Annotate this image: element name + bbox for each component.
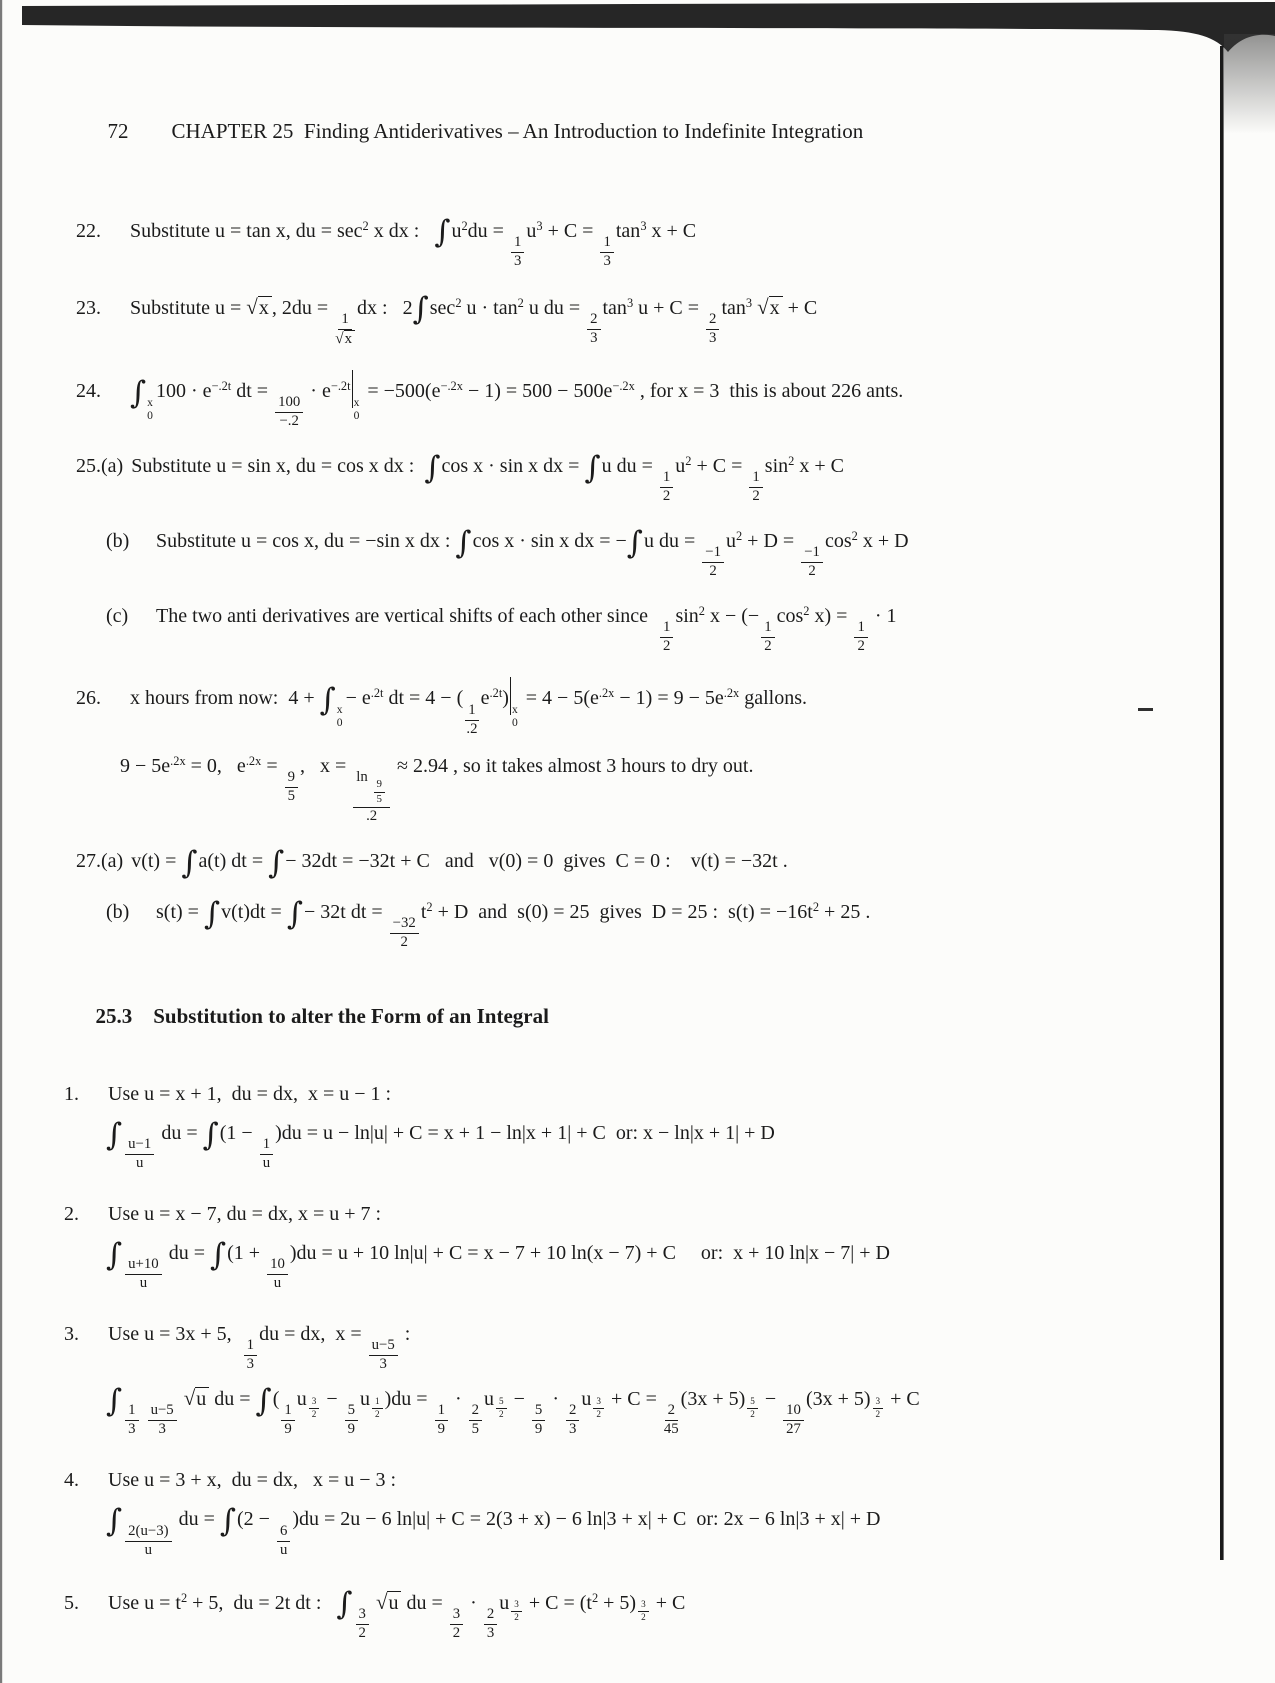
problem-label: 5. (64, 1591, 79, 1614)
section-heading (64, 977, 1146, 1056)
scan-top-band (22, 2, 1275, 52)
section-number: 25.3 (95, 1004, 133, 1029)
problem-row (76, 752, 1146, 826)
problem-math: Use u = x − 7, du = dx, x = u + 7 : (108, 1203, 382, 1226)
problem-label: 23. (76, 296, 101, 319)
problem-math: ∫ x 0 $100 \cdot e^{-.2t}$ dt = $\frac{100}{-.2}$ · $e^{-.2t}$ x 0 = $-500(e^{-.2x} - 1) = 500 - 500e^{-.2x}$ , for x = 3 this is about 226 ants. (130, 370, 1146, 430)
problem-math: Substitute u = cos x, du = −sin x dx : ∫cos x · sin x dx = −∫u du = $\frac{-1}{2}$ $u^2 + D$ = $\frac{-1}{2}$ $\cos^2 x + D$ (156, 524, 909, 580)
problem-label: 27.(a) (76, 850, 124, 873)
page-number: 72 (107, 119, 129, 144)
problem-math: Substitute u = tan x, du = $\sec^2 x$ dx : $\int u^2du$ = $\frac{1}{3}$ $u^3 + C$ = $\frac{1}{3}$ $\tan^3 x + C$ (130, 214, 697, 269)
problem-math: Substitute u = √x , 2du = $\frac{1}{√x}$ dx : $2\int\sec^2$ $u \cdot \tan^2 u$ du = $\frac{2}{3}$ $\tan^3 u + C$ = $\frac{2}{3}$ $\tan^3 √x + C$ (130, 291, 818, 347)
problem-math: Use u = 3x + 5, $\frac{1}{3}$ du = dx, x = $\frac{u-5}{3}$ : (108, 1323, 411, 1373)
problem-label: 3. (64, 1323, 79, 1346)
problem-math: $9 - 5e^{.2x} = 0$, $e^{.2x}$ = $\frac{9}{5}$ , x = ln $\frac{9}{5}$ .2 ≈ 2.94 , so it takes almost 3 hours to dry out. (120, 753, 754, 825)
problem-row (76, 844, 1146, 881)
chapter-title: CHAPTER 25 Finding Antiderivatives – An Introduction to Indefinite Integration (171, 119, 864, 144)
problem-label: 1. (64, 1082, 79, 1105)
problem-row (64, 1502, 1146, 1558)
problem-row (76, 677, 1146, 737)
problem-row (76, 524, 1146, 580)
problem-math: s(t) = ∫v(t)dt = ∫− 32t dt = $\frac{-32}{2}$ $t^2 + D$ and s(0) = 25 gives D = 25 : $s(t) = -16t^2 + 25$ . (156, 895, 871, 951)
page-content (64, 92, 1146, 1652)
problem-label: 22. (76, 219, 101, 242)
problem-label: (b) (106, 530, 130, 553)
problem-label: 25.(a) (76, 455, 124, 478)
problem-row (64, 1466, 1146, 1495)
problem-math: Use $u = t^2 + 5$, du = 2t dt : ∫ $\frac{3}{2}$ √u du = $\frac{3}{2}$ · $\frac{2}{3}$ u $^{\frac{3}{2}}$ + $C = (t^2 + 5)$ $^{\frac{3}{2}}$ + C (108, 1586, 686, 1641)
problem-row (64, 1587, 1146, 1642)
section-problem-list (64, 1080, 1146, 1642)
section-title: Substitution to alter the Form of an Integral (153, 1004, 549, 1029)
problem-row (76, 370, 1146, 430)
problem-row (76, 449, 1146, 505)
problem-math: Substitute u = sin x, du = cos x dx : ∫cos x · sin x dx = ∫u du = $\frac{1}{2}$ $u^2 + C$ = $\frac{1}{2}$ $\sin^2 x + C$ (131, 449, 844, 505)
problem-math: v(t) = ∫a(t) dt = ∫− 32dt = −32t + C and v(0) = 0 gives C = 0 : v(t) = −32t . (131, 844, 788, 881)
problem-row (64, 1320, 1146, 1373)
problem-math: x hours from now: 4 + ∫ x 0 − $e^{.2t}$ dt = 4 − ( $\frac{1}{.2}$ $e^{.2t}$) x 0 = $4 - 5(e^{.2x} - 1) = 9 - 5e^{.2x}$ gallons. (130, 677, 1146, 737)
scan-right-line (1220, 46, 1224, 1560)
problem-row (76, 214, 1146, 270)
problem-row (76, 602, 1146, 655)
problem-math: ∫ $\frac{u+10}{u}$ du = ∫(1 + $\frac{10}{u}$ )du = u + 10 ln|u| + C = x − 7 + 10 ln(x − 7) + C or: x + 10 ln|x − 7| + D (106, 1236, 890, 1292)
problem-row (64, 1116, 1146, 1172)
problem-row (64, 1383, 1146, 1438)
chapter-problem-list (76, 214, 1146, 951)
problem-label: (b) (106, 901, 130, 924)
problem-label: 26. (76, 687, 101, 710)
problem-math: Use u = x + 1, du = dx, x = u − 1 : (108, 1082, 392, 1105)
problem-row (64, 1236, 1146, 1292)
page-header (76, 92, 1146, 171)
scan-left-edge (0, 0, 2, 1683)
problem-label: (c) (106, 605, 129, 628)
scan-corner-smudge (1224, 34, 1275, 134)
problem-label: 4. (64, 1469, 79, 1492)
problem-label: 2. (64, 1203, 79, 1226)
problem-row (64, 1080, 1146, 1109)
problem-label: 24. (76, 379, 101, 402)
problem-row (64, 1200, 1146, 1229)
problem-row (76, 292, 1146, 348)
problem-math: The two anti derivatives are vertical shifts of each other since $\frac{1}{2}$ $\sin^2 x$ − (− $\frac{1}{2}$ $\cos^2 x$) = $\frac{1}{2}$ · 1 (156, 604, 897, 655)
problem-math: ∫ $\frac{2(u-3)}{u}$ du = ∫(2 − $\frac{6}{u}$ )du = 2u − 6 ln|u| + C = 2(3 + x) − 6 ln|3 + x| + C or: 2x − 6 ln|3 + x| + D (106, 1502, 881, 1558)
problem-math: Use u = 3 + x, du = dx, x = u − 3 : (108, 1469, 397, 1492)
problem-math: ∫ $\frac{u-1}{u}$ du = ∫(1 − $\frac{1}{u}$ )du = u − ln|u| + C = x + 1 − ln|x + 1| + C or: x − ln|x + 1| + D (106, 1116, 775, 1172)
problem-math: ∫ $\frac{1}{3}$ $\frac{u-5}{3}$ √u du = ∫( $\frac{1}{9}$ u $^{\frac{3}{2}}$ − $\frac{5}{9}$ u $^{\frac{1}{2}}$ )du = $\frac{1}{9}$ · $\frac{2}{5}$ u $^{\frac{5}{2}}$ − $\frac{5}{9}$ · $\frac{2}{3}$ u $^{\frac{3}{2}}$ + C = $\frac{2}{45}$ (3x + 5) $^{\frac{5}{2}}$ − $\frac{10}{27}$ (3x + 5) $^{\frac{3}{2}}$ + C (106, 1382, 920, 1438)
problem-row (76, 895, 1146, 951)
